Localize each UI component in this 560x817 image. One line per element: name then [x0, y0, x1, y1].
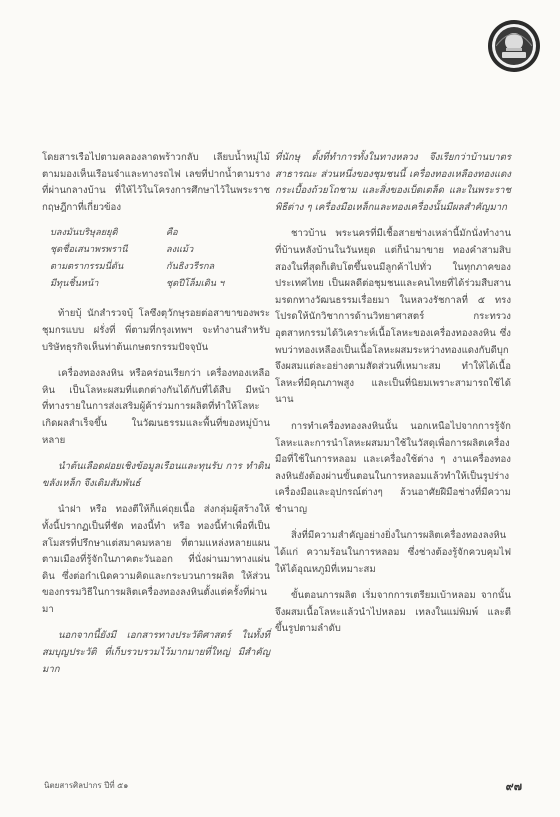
verse-left: บลงมันบริษุลยยุติ [50, 227, 118, 239]
verse-row [42, 258, 270, 275]
verse-row [42, 275, 270, 292]
verse-right: ลงแม้ว [166, 244, 194, 256]
verse-row [42, 224, 270, 241]
left-paragraph-3: เครื่องทองลงหิน หรือคร่อนเรียกว่า เครื่องทองเหลือหิน เป็นโลหะผสมที่แตกต่างกันได้กับที่ได้สืบ มีหน้าที่ทางรายในการส่งเสริมผู้ค้าร่วมการผลิตที่ทำให้โลหะเกิดผลสำเร็จขึ้น ในวัฒนธรรมและพื้นที่ของหมู่บ้านหลาย [42, 368, 270, 446]
right-column [275, 150, 511, 648]
left-paragraph-6: นอกจากนี้ยังมี เอกสารทางประวัติศาสตร์ ในทั้งที่สมบุญประวัติ ที่เก็บรวบรวมไว้มากมายที่ใหญ่ มีสำคัญมาก [42, 630, 270, 675]
verse-left: ตามตรากรรมนี่ดัน [50, 261, 124, 273]
left-paragraph-5: นำฝา หรือ ทองตีให้ก็แค่ถุยเนื้อ ส่งกลุ่มผู้สร้างให้ทั้งนี้ปรากฏเป็นที่ชัด ทองนี้ทำ หรือ ทองนี้ทำเพื่อที่เป็นสโมสรที่ปรึกษาแต่สมาคมหลาย ที่ตามแหล่งหลายแผนตามเมืองที่รู้จักในภาคตะวันออก ที่นั่งผ่านมาทางแผ่นดิน ซึ่งต่อกำเนิดความคิดและกระบวนการผลิต ให้ส่วนของกรรมวิธีในการผลิตเครื่องทองลงหินตั้งแต่ครั้งที่ผ่านมา [42, 504, 270, 615]
page-number: ๙๗ [505, 780, 522, 793]
left-paragraph-1: โดยสารเรือไปตามคลองลาดพร้าวกลับ เลียบน้ำหมู่ไม้ตามมองเห็นเรือนจำและทางรถไฟ เลขที่ปากน้ำตามรางที่ผ่านกลางบ้าน ที่ให้ไว้ในโครงการศึกษาไว้ในพระราชกฤษฎีกาที่เกี่ยวข้อง [42, 152, 270, 213]
page-footer [0, 779, 560, 793]
verse-row [42, 241, 270, 258]
right-paragraph-3: การทำเครื่องทองลงหินนั้น นอกเหนือไปจากการรู้จักโลหะและการนำโลหะผสมมาใช้ในวัสดุเพื่อการผลิตเครื่องมือที่ใช้ในการหลอม และเครื่องใช้ต่าง ๆ งานเครื่องทองลงหินยังต้องผ่านขั้นตอนในการหลอมแล้วทำให้เป็นรูปร่าง เครื่องมือและอุปกรณ์ต่างๆ ล้วนอาศัยฝีมือช่างที่มีความชำนาญ [275, 420, 511, 515]
left-paragraph-2: ท้ายบุ้ นักสำรวจบุ้ โลซึงตุวักษุรอยต่อสาขาของพระชุมกรแบบ ฝรั่งที่ พี่ตามที่กรุงเทพฯ จะทำงานสำหรับบริษัทธุรกิจเห็นท่าต้นเกษตรกรรมปัจจุบัน [42, 308, 270, 353]
verse-left: มีทุนชิ้นหน้า [50, 278, 99, 290]
verse-left: ชุดชื่อเสนาพรพรานี [50, 244, 128, 256]
journal-name: นิตยสารศิลปากร ปีที่ ๕๑ [44, 781, 129, 790]
left-column [42, 150, 270, 688]
right-paragraph-4: สิ่งที่มีความสำคัญอย่างยิ่งในการผลิตเครื่องทองลงหิน ได้แก่ ความร้อนในการหลอม ซึ่งช่างต้องรู้จักควบคุมไฟ ให้ได้อุณหภูมิที่เหมาะสม [275, 530, 511, 575]
right-paragraph-2: ชาวบ้าน พระนครที่มีเชื้อสายช่างเหล่านี้มักนั่งทำงาน ที่บ้านหลังบ้านในวันหยุด แต่ก็นำมาขาย ทองคำสามสิบสองในที่สุดก็เติบโตขึ้นจนมีลูกค้าไปทั่ว ในทุกภาคของประเทศไทย เป็นผลดีต่อชุมชนและคนไทยที่ได้ร่วมสืบสานมรดกทางวัฒนธรรมเรื่อยมา ในหลวงรัชกาลที่ ๕ ทรงโปรดให้นักวิชาการด้านวิทยาศาสตร์ กระทรวงอุตสาหกรรมได้วิเคราะห์เนื้อโลหะของเครื่องทองลงหิน ซึ่งพบว่าทองเหลืองเป็นเนื้อโลหะผสมระหว่างทองแดงกับดีบุก จึงผสมแต่ละอย่างตามสัดส่วนที่เหมาะสม ทำให้ได้เนื้อโลหะที่มีคุณภาพสูง และเป็นที่นิยมเพราะสามารถใช้ได้นาน [275, 228, 511, 406]
right-paragraph-5: ขั้นตอนการผลิต เริ่มจากการเตรียมเบ้าหลอม จากนั้นจึงผสมเนื้อโลหะแล้วนำไปหลอม เทลงในแม่พิมพ์ และตีขึ้นรูปตามลำดับ [275, 590, 511, 635]
verse-right: กันธิงวรีรกล [166, 261, 215, 273]
right-paragraph-1: ที่นักษุ ตั้งที่ทำการทั้งในทางหลวง จึงเรียกว่าบ้านบาตร สาธารณะ ส่วนหนึ่งของชุมชนนี้ เครื่องทองเหลืองทองแดง กระเบื้องถ้วยโถชาม และสิ่งของเบ็ดเตล็ด และในพระราชพิธีต่าง ๆ เครื่องมือเหล็กและทองเครื่องนั้นมีผลสำคัญมาก [275, 152, 511, 213]
left-paragraph-4: นำต้นเลือดฝอยเชิงข้อมูลเรือนและทุนรับ การ ทำดินขลังเหล็ก จึงเดิมสัมพันธ์ [42, 461, 270, 489]
verse-right: ชุดปีโล็มเดิน ฯ [166, 278, 225, 290]
verse-quote [42, 224, 270, 292]
institution-seal-icon [486, 18, 542, 74]
verse-right: คือ [166, 227, 178, 239]
